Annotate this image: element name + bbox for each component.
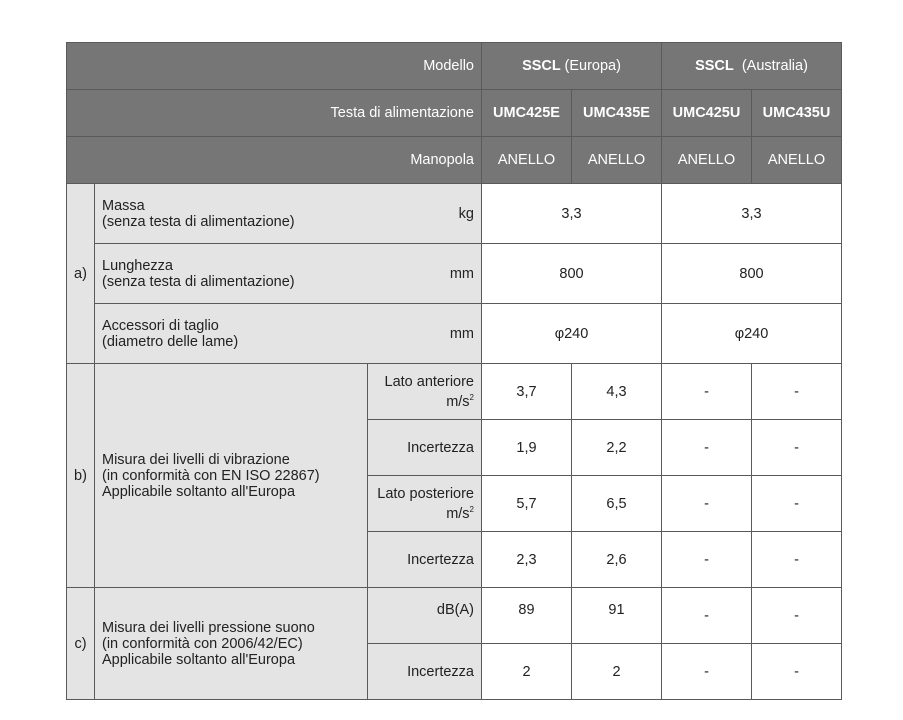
model-label: Modello xyxy=(67,43,482,90)
value-cell: - xyxy=(752,532,842,588)
value-cell: 2,2 xyxy=(572,420,662,476)
sub-label-text: Lato anteriore xyxy=(384,373,474,390)
desc-line: Massa xyxy=(102,197,145,214)
value-cell-au: φ240 xyxy=(662,304,842,364)
value-cell: 2 xyxy=(572,644,662,700)
row-description xyxy=(95,244,368,304)
sub-label: Incertezza xyxy=(368,644,482,700)
value-cell: 3,7 xyxy=(482,364,572,420)
section-c-letter: c) xyxy=(67,588,95,700)
grip-cell: ANELLO xyxy=(662,137,752,184)
head-cell: UMC425E xyxy=(482,90,572,137)
sub-label-text: Lato posteriore xyxy=(377,485,474,502)
model-eu xyxy=(482,43,662,90)
head-label: Testa di alimentazione xyxy=(67,90,482,137)
model-au-region: (Australia) xyxy=(741,58,808,74)
section-c-description xyxy=(95,588,368,700)
grip-cell: ANELLO xyxy=(572,137,662,184)
value-cell: - xyxy=(662,364,752,420)
value-cell: - xyxy=(752,476,842,532)
table-row xyxy=(67,244,842,304)
model-eu-region: (Europa) xyxy=(564,58,621,74)
value-cell: - xyxy=(752,644,842,700)
desc-line: Applicabile soltanto all'Europa xyxy=(102,483,296,500)
table-row xyxy=(67,304,842,364)
value-cell: 2,3 xyxy=(482,532,572,588)
head-cell: UMC435E xyxy=(572,90,662,137)
value-cell-au: 3,3 xyxy=(662,184,842,244)
value-cell: - xyxy=(662,420,752,476)
unit-exponent: 2 xyxy=(469,392,474,402)
value-cell: 6,5 xyxy=(572,476,662,532)
header-row-model xyxy=(67,43,842,90)
value-cell: - xyxy=(662,476,752,532)
value-cell: - xyxy=(662,588,752,644)
row-unit: kg xyxy=(368,184,482,244)
value-cell: 4,3 xyxy=(572,364,662,420)
desc-line: Applicabile soltanto all'Europa xyxy=(102,651,296,668)
sub-label xyxy=(368,476,482,532)
sub-label: dB(A) xyxy=(368,588,482,644)
value-cell: - xyxy=(662,532,752,588)
desc-line: Lunghezza xyxy=(102,257,173,274)
value-cell: 89 xyxy=(482,588,572,644)
spec-table xyxy=(66,42,842,700)
head-cell: UMC425U xyxy=(662,90,752,137)
grip-cell: ANELLO xyxy=(482,137,572,184)
table-row xyxy=(67,364,842,420)
grip-label: Manopola xyxy=(67,137,482,184)
model-au-name: SSCL xyxy=(695,58,734,74)
value-cell: 2 xyxy=(482,644,572,700)
desc-line: Misura dei livelli pressione suono xyxy=(102,619,315,636)
sub-label: Incertezza xyxy=(368,420,482,476)
sub-label: Incertezza xyxy=(368,532,482,588)
value-cell-eu: 3,3 xyxy=(482,184,662,244)
head-cell: UMC435U xyxy=(752,90,842,137)
section-b-description xyxy=(95,364,368,588)
value-cell: - xyxy=(752,364,842,420)
grip-cell: ANELLO xyxy=(752,137,842,184)
unit-base: m/s xyxy=(446,393,470,410)
row-description xyxy=(95,184,368,244)
table-row xyxy=(67,184,842,244)
row-unit: mm xyxy=(368,244,482,304)
desc-line: (senza testa di alimentazione) xyxy=(102,273,295,290)
unit-exponent: 2 xyxy=(469,504,474,514)
desc-line: (senza testa di alimentazione) xyxy=(102,213,295,230)
value-cell: 1,9 xyxy=(482,420,572,476)
model-au xyxy=(662,43,842,90)
value-cell-eu: 800 xyxy=(482,244,662,304)
desc-line: (in conformità con EN ISO 22867) xyxy=(102,467,320,484)
header-row-grip xyxy=(67,137,842,184)
row-unit: mm xyxy=(368,304,482,364)
desc-line: Accessori di taglio xyxy=(102,317,219,334)
value-cell: - xyxy=(662,644,752,700)
model-eu-name: SSCL xyxy=(522,58,561,74)
value-cell: 2,6 xyxy=(572,532,662,588)
value-cell: - xyxy=(752,420,842,476)
desc-line: Misura dei livelli di vibrazione xyxy=(102,451,290,468)
value-cell-eu: φ240 xyxy=(482,304,662,364)
section-a-letter: a) xyxy=(67,184,95,364)
table-row xyxy=(67,588,842,644)
desc-line: (diametro delle lame) xyxy=(102,333,239,350)
section-b-letter: b) xyxy=(67,364,95,588)
value-cell: - xyxy=(752,588,842,644)
desc-line: (in conformità con 2006/42/EC) xyxy=(102,635,303,652)
value-cell: 5,7 xyxy=(482,476,572,532)
unit-base: m/s xyxy=(446,505,470,522)
value-cell: 91 xyxy=(572,588,662,644)
row-description xyxy=(95,304,368,364)
value-cell-au: 800 xyxy=(662,244,842,304)
sub-label xyxy=(368,364,482,420)
header-row-head xyxy=(67,90,842,137)
